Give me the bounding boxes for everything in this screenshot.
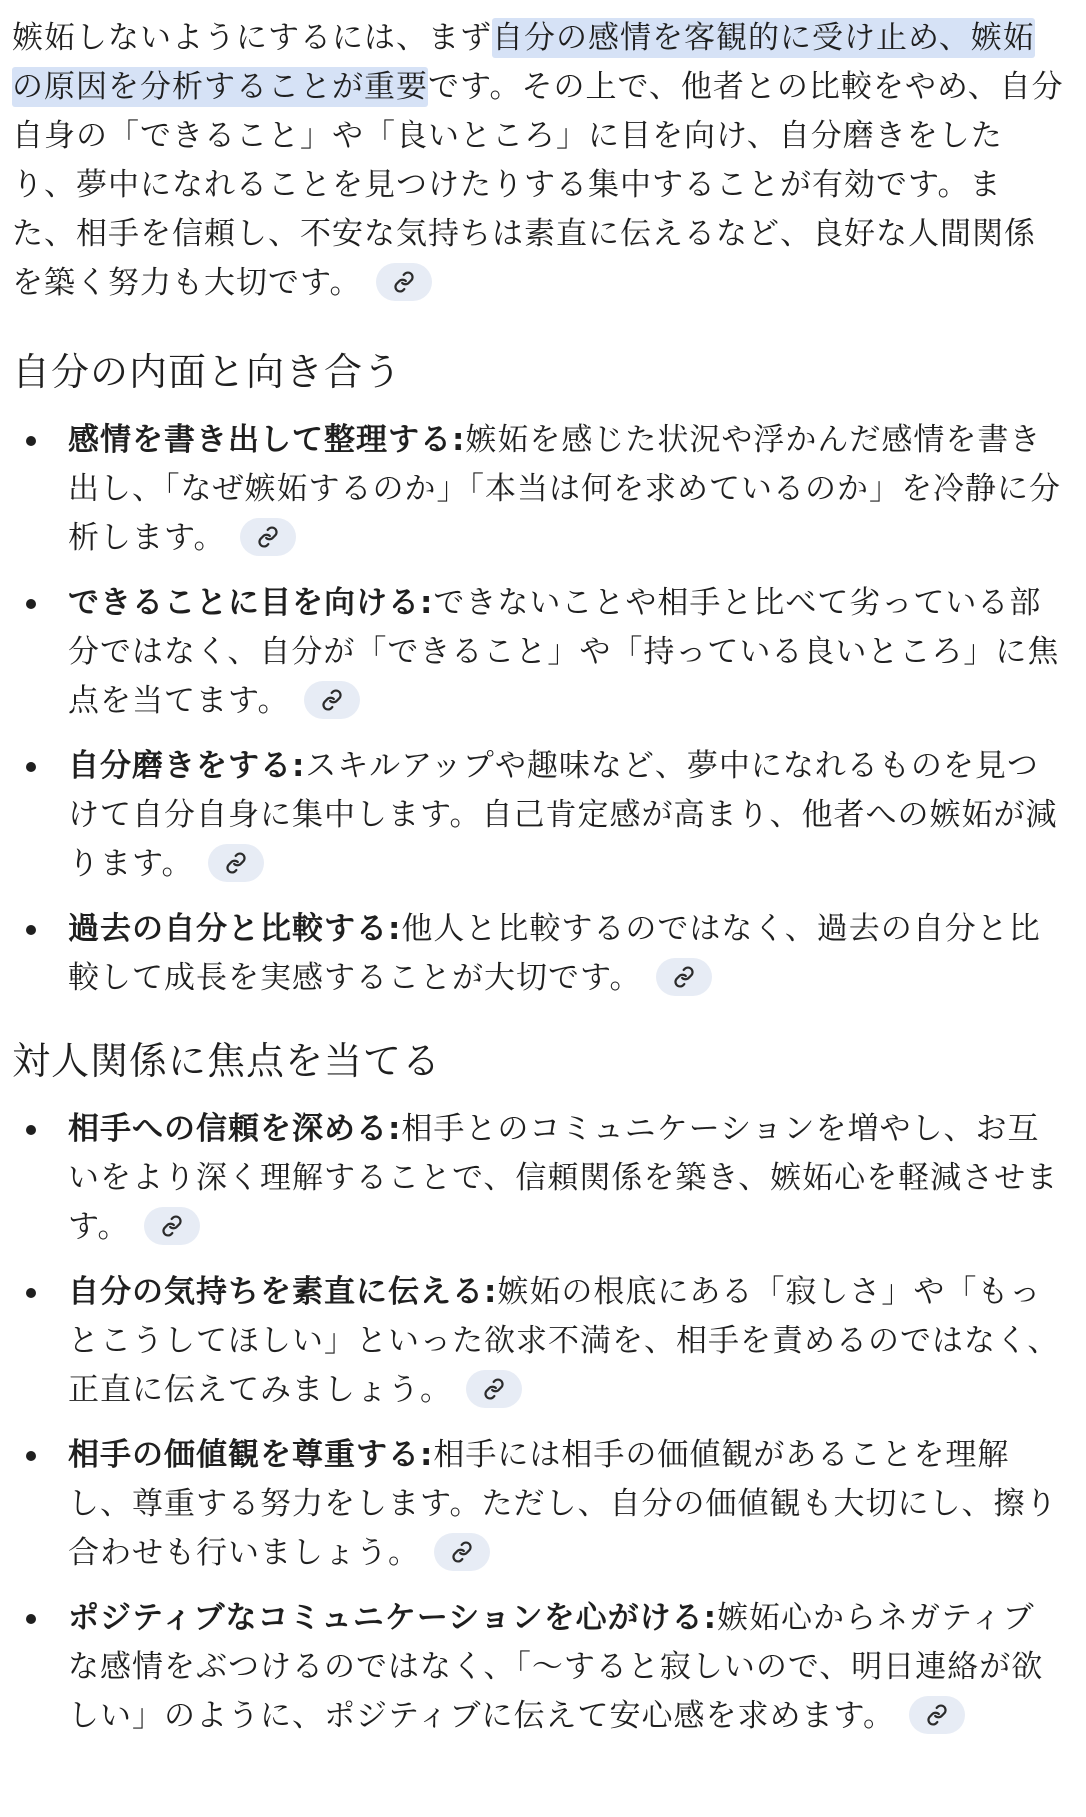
item-title: 自分磨きをする: bbox=[68, 748, 306, 784]
section-heading-relationships: 対人関係に焦点を当てる bbox=[12, 1039, 442, 1083]
bullet-dot bbox=[26, 1288, 36, 1298]
item-text: 嫉妬心からネガティブな感情をぶつけるのではなく、「〜すると寂しいので、明日連絡が欲しい」のように、ポジティブに伝えて安心感を求めます。 bbox=[68, 1600, 1044, 1734]
item-title: 自分の気持ちを素直に伝える: bbox=[68, 1274, 498, 1310]
link-icon bbox=[673, 966, 695, 988]
bullet-list-relationships bbox=[12, 1105, 1064, 1741]
item-title: 過去の自分と比較する: bbox=[68, 911, 402, 947]
list-item bbox=[12, 579, 1064, 726]
link-icon bbox=[225, 852, 247, 874]
item-title: 相手への信頼を深める: bbox=[68, 1111, 402, 1147]
link-icon bbox=[393, 271, 415, 293]
section-heading-inner-self: 自分の内面と向き合う bbox=[12, 350, 403, 394]
item-text: 相手とのコミュニケーションを増やし、お互いをより深く理解することで、信頼関係を築き、嫉妬心を軽減させます。 bbox=[68, 1111, 1059, 1245]
link-icon bbox=[451, 1541, 473, 1563]
list-item bbox=[12, 1268, 1064, 1415]
item-title: ポジティブなコミュニケーションを心がける: bbox=[68, 1600, 718, 1636]
bullet-dot bbox=[26, 436, 36, 446]
link-icon bbox=[161, 1215, 183, 1237]
list-item bbox=[12, 1431, 1064, 1578]
item-title: 感情を書き出して整理する: bbox=[68, 422, 466, 458]
list-item bbox=[12, 742, 1064, 889]
link-icon bbox=[483, 1378, 505, 1400]
list-item bbox=[12, 1105, 1064, 1252]
list-item bbox=[12, 905, 1064, 1003]
source-link-chip[interactable] bbox=[909, 1696, 965, 1734]
source-link-chip[interactable] bbox=[304, 681, 360, 719]
source-link-chip[interactable] bbox=[208, 844, 264, 882]
item-title: 相手の価値観を尊重する: bbox=[68, 1437, 434, 1473]
link-icon bbox=[321, 689, 343, 711]
bullet-dot bbox=[26, 1614, 36, 1624]
bullet-list-inner-self bbox=[12, 416, 1064, 1003]
item-text: 相手には相手の価値観があることを理解し、尊重する努力をします。ただし、自分の価値観も大切にし、擦り合わせも行いましょう。 bbox=[68, 1437, 1058, 1571]
source-link-chip[interactable] bbox=[240, 518, 296, 556]
bullet-dot bbox=[26, 1451, 36, 1461]
source-link-chip[interactable] bbox=[466, 1370, 522, 1408]
source-link-chip[interactable] bbox=[434, 1533, 490, 1571]
intro-text-post: です。その上で、他者との比較をやめ、自分自身の「できること」や「良いところ」に目を向け、自分磨きをしたり、夢中になれることを見つけたりする集中することが有効です。また、相手を信頼し、不安な気持ちは素直に伝えるなど、良好な人間関係を築く努力も大切です。 bbox=[12, 69, 1064, 301]
intro-paragraph bbox=[12, 14, 1064, 308]
link-icon bbox=[926, 1704, 948, 1726]
list-item bbox=[12, 1594, 1064, 1741]
item-title: できることに目を向ける: bbox=[68, 585, 434, 621]
source-link-chip[interactable] bbox=[144, 1207, 200, 1245]
bullet-dot bbox=[26, 1125, 36, 1135]
item-text: 嫉妬の根底にある「寂しさ」や「もっとこうしてほしい」といった欲求不満を、相手を責めるのではなく、正直に伝えてみましょう。 bbox=[68, 1274, 1060, 1408]
intro-highlighted-text[interactable]: 自分の感情を客観的に受け止め、嫉妬の原因を分析することが重要 bbox=[12, 20, 1035, 105]
bullet-dot bbox=[26, 599, 36, 609]
source-link-chip[interactable] bbox=[656, 958, 712, 996]
source-link-chip[interactable] bbox=[376, 263, 432, 301]
item-text: スキルアップや趣味など、夢中になれるものを見つけて自分自身に集中します。自己肯定感が高まり、他者への嫉妬が減ります。 bbox=[68, 748, 1058, 882]
intro-text-pre: 嫉妬しないようにするには、まず bbox=[12, 20, 492, 56]
list-item bbox=[12, 416, 1064, 563]
item-text: 他人と比較するのではなく、過去の自分と比較して成長を実感することが大切です。 bbox=[68, 911, 1041, 996]
bullet-dot bbox=[26, 762, 36, 772]
link-icon bbox=[257, 526, 279, 548]
bullet-dot bbox=[26, 925, 36, 935]
item-text: できないことや相手と比べて劣っている部分ではなく、自分が「できること」や「持っている良いところ」に焦点を当てます。 bbox=[68, 585, 1060, 719]
item-text: 嫉妬を感じた状況や浮かんだ感情を書き出し、「なぜ嫉妬するのか」「本当は何を求めているのか」を冷静に分析します。 bbox=[68, 422, 1061, 556]
